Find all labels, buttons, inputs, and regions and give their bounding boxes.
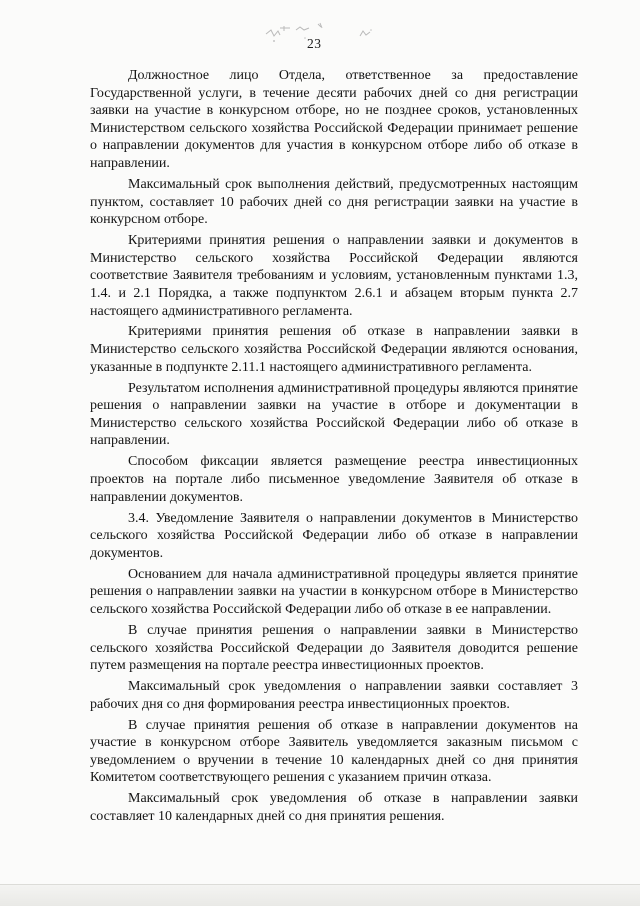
paragraph-decision-deadline: Должностное лицо Отдела, ответственное за предоставление Государственной услуги, в течение десяти рабочих дней со дня регистрации заявки на участие в конкурсном отборе, но не позднее сроков, установленных Министерством сельского хозяйства Российской Федерации принимает решение о направлении документов для участия в конкурсном отборе либо об отказе в направлении. [90,68,578,171]
scan-bottom-edge [0,884,640,906]
paragraph-procedure-result: Результатом исполнения административной процедуры являются принятие решения о направлении заявки на участие в отборе и документации в Министерство сельского хозяйства Российской Федерации либо об отказе в направлении. [90,380,578,449]
paragraph-procedure-basis: Основанием для начала административной процедуры является принятие решения о направлении заявки на участии в конкурсном отборе в Министерство сельского хозяйства Российской Федерации либо об отказе в ее направлении. [90,566,578,617]
paragraph-portal-notification: В случае принятия решения о направлении заявки в Министерство сельского хозяйства Российской Федерации до Заявителя доводится решение путем размещения на портале реестра инвестиционных проектов. [90,622,578,674]
document-body [90,67,578,829]
paragraph-notification-deadline: Максимальный срок уведомления о направлении заявки составляет 3 рабочих дня со дня формирования реестра инвестиционных проектов. [90,679,578,712]
paragraph-criteria-approval: Критериями принятия решения о направлении заявки и документов в Министерство сельского хозяйства Российской Федерации являются соответствие Заявителя требованиям и условиям, установленным пунктами 1.3, 1.4. и 2.1 Порядка, а также подпунктом 2.6.1 и абзацем вторым пункта 2.7 настоящего административного регламента. [90,233,578,319]
paragraph-max-duration: Максимальный срок выполнения действий, предусмотренных настоящим пунктом, составляет 10 рабочих дней со дня регистрации заявки на участие в конкурсном отборе. [90,176,578,228]
paragraph-refusal-deadline: Максимальный срок уведомления об отказе в направлении заявки составляет 10 календарных дней со дня принятия решения. [90,791,578,825]
paragraph-fixation-method: Способом фиксации является размещение реестра инвестиционных проектов на портале либо письменное уведомление Заявителя об отказе в направлении документов. [90,454,578,505]
paragraph-criteria-refusal: Критериями принятия решения об отказе в направлении заявки в Министерство сельского хозяйства Российской Федерации являются основания, указанные в подпункте 2.11.1 настоящего административного регламента. [90,324,578,375]
section-3-4-heading: 3.4. Уведомление Заявителя о направлении документов в Министерство сельского хозяйства Российской Федерации либо об отказе в направлении документов. [90,510,578,561]
page-number: 23 [307,36,322,51]
faint-header-stamp [258,14,388,50]
paragraph-refusal-letter: В случае принятия решения об отказе в направлении документов на участие в конкурсном отборе Заявитель уведомляется заказным письмом с уведомлением о вручении в течение 10 календарных дней со дня принятия Комитетом соответствующего решения с указанием причин отказа. [90,717,578,786]
